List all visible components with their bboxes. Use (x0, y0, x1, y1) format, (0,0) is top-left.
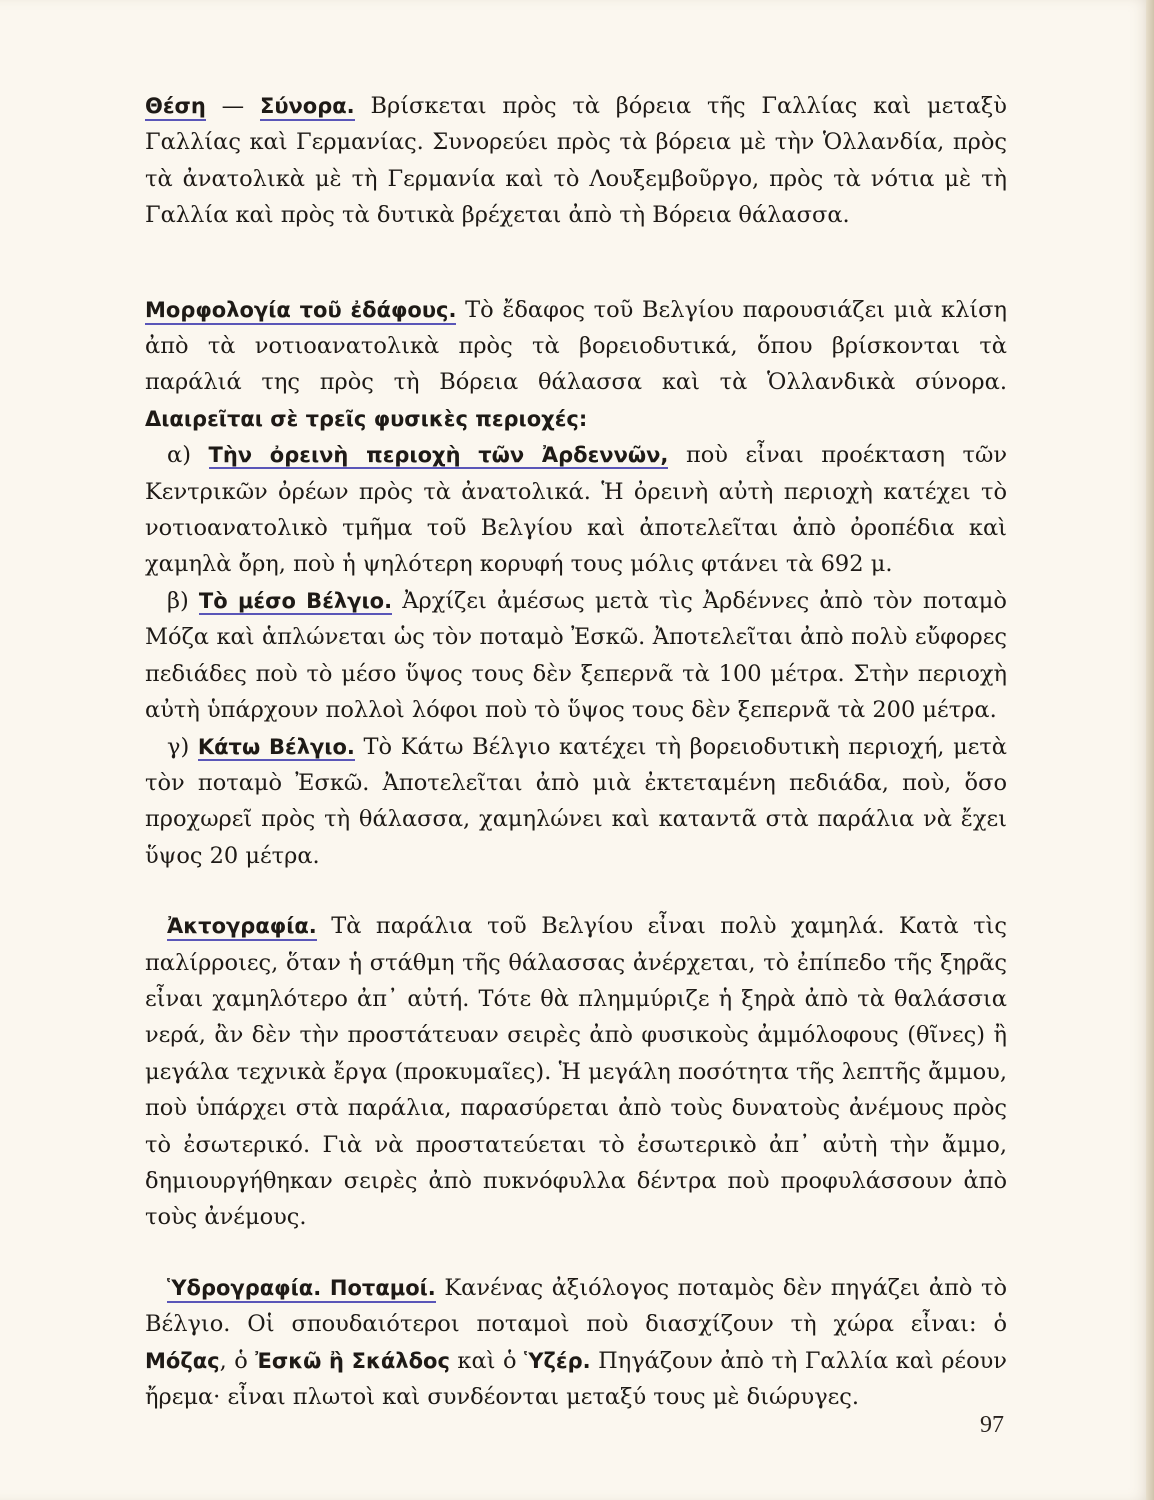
hydrography-text-1: Κανένας ἀξιόλογος ποταμὸς δὲν πηγάζει ἀπὸ τὸ Βέλγιο. Οἱ σπουδαιότεροι ποταμοὶ ποὺ διασχίζουν τὴ χώρα εἶναι: ὁ (145, 1274, 1007, 1338)
heading-hydrography: Ὑδρογραφία. Ποταμοί. (167, 1276, 436, 1303)
section-hydrography (145, 1270, 1007, 1416)
heading-position: Θέση (145, 94, 206, 121)
region-c-title: Κάτω Βέλγιο. (197, 734, 355, 759)
page-body (145, 88, 1007, 1415)
river-scheldt: Ἐσκῶ ἢ Σκάλδος (255, 1348, 450, 1373)
section-morphology (145, 292, 1007, 438)
heading-dash: — (205, 93, 260, 119)
heading-morphology: Μορφολογία τοῦ ἐδάφους. (145, 298, 456, 325)
hydrography-text-3: καὶ ὁ (449, 1347, 524, 1374)
morphology-text: Τὸ ἔδαφος τοῦ Βελγίου παρουσιάζει μιὰ κλίση ἀπὸ τὰ νοτιοανατολικὰ πρὸς τὰ βορειοδυτικά, ὅπου βρίσκονται τὰ παράλιά της πρὸς τὴ Βόρεια θάλασσα καὶ τὰ Ὁλλανδικὰ σύνορα. (145, 296, 1007, 396)
coastline-text: Τὰ παράλια τοῦ Βελγίου εἶναι πολὺ χαμηλά. Κατὰ τὶς παλίρροιες, ὅταν ἡ στάθμη τῆς θάλασσας ἀνέρχεται, τὸ ἐπίπεδο τῆς ξηρᾶς εἶναι χαμηλότερο ἀπ᾿ αὐτή. Τότε θὰ πλημμύριζε ἡ ξηρὰ ἀπὸ τὰ θαλάσσια νερά, ἂν δὲν τὴν προστάτευαν σειρὲς ἀπὸ φυσικοὺς ἀμμόλοφους (θῖνες) ἢ μεγάλα τεχνικὰ ἔργα (προκυμαῖες). Ἡ μεγάλη ποσότητα τῆς λεπτῆς ἄμμου, ποὺ ὑπάρχει στὰ παράλια, παρασύρεται ἀπὸ τοὺς δυνατοὺς ἀνέμους πρὸς τὸ ἐσωτερικό. Γιὰ νὰ προστατεύεται τὸ ἐσωτερικὸ ἀπ᾿ αὐτὴ τὴν ἄμμο, δημιουργήθηκαν σειρὲς ἀπὸ πυκνόφυλλα δέντρα ποὺ προφυλάσσουν ἀπὸ τοὺς ἀνέμους. (145, 913, 1007, 1231)
section-coastline (145, 908, 1007, 1236)
region-b-title: Τὸ μέσο Βέλγιο. (198, 588, 393, 613)
river-meuse: Μόζας (145, 1348, 220, 1373)
page-number: 97 (980, 1412, 1004, 1438)
heading-borders: Σύνορα. (260, 94, 355, 121)
region-a-marker: α) (167, 442, 209, 469)
hydrography-text-2: , ὁ (219, 1347, 256, 1374)
river-yser: Ὑζέρ. (523, 1348, 591, 1373)
region-b-marker: β) (167, 587, 199, 614)
region-c-marker: γ) (167, 733, 198, 760)
hydrography-text-4: Πηγάζουν ἀπὸ τὴ Γαλλία καὶ ρέουν ἤρεμα· εἶναι πλωτοὶ καὶ συνδέονται μεταξύ τους μὲ διώρυγες. (145, 1347, 1007, 1410)
region-b (145, 583, 1007, 729)
heading-coastline: Ἀκτογραφία. (167, 914, 317, 941)
region-a (145, 437, 1007, 583)
region-a-title: Τὴν ὀρεινὴ περιοχὴ τῶν Ἀρδεννῶν, (208, 443, 669, 468)
region-b-text: Ἀρχίζει ἀμέσως μετὰ τὶς Ἀρδέννες ἀπὸ τὸν ποταμὸ Μόζα καὶ ἁπλώνεται ὡς τὸν ποταμὸ Ἐσκῶ. Ἀποτελεῖται ἀπὸ πολὺ εὔφορες πεδιάδες ποὺ τὸ μέσο ὕψος τους δὲν ξεπερνᾶ τὰ 100 μέτρα. Στὴν περιοχὴ αὐτὴ ὑπάρχουν πολλοὶ λόφοι ποὺ τὸ ὕψος τους δὲν ξεπερνᾶ τὰ 200 μέτρα. (145, 587, 1007, 724)
region-c-text: Τὸ Κάτω Βέλγιο κατέχει τὴ βορειοδυτικὴ περιοχή, μετὰ τὸν ποταμὸ Ἐσκῶ. Ἀποτελεῖται ἀπὸ μιὰ ἐκτεταμένη πεδιάδα, ποὺ, ὅσο προχωρεῖ πρὸς τὴ θάλασσα, χαμηλώνει καὶ καταντᾶ στὰ παράλια νὰ ἔχει ὕψος 20 μέτρα. (145, 733, 1007, 869)
position-text: Βρίσκεται πρὸς τὰ βόρεια τῆς Γαλλίας καὶ μεταξὺ Γαλλίας καὶ Γερμανίας. Συνορεύει πρὸς τὰ βόρεια μὲ τὴν Ὁλλανδία, πρὸς τὰ ἀνατολικὰ μὲ τὴ Γερμανία καὶ τὸ Λουξεμβοῦργο, πρὸς τὰ νότια μὲ τὴ Γαλλία καὶ πρὸς τὰ δυτικὰ βρέχεται ἀπὸ τὴ Βόρεια θάλασσα. (145, 93, 1007, 229)
region-c (145, 729, 1007, 875)
morphology-regions-intro: Διαιρεῖται σὲ τρεῖς φυσικὲς περιοχές: (145, 406, 588, 431)
region-a-text: ποὺ εἶναι προέκταση τῶν Κεντρικῶν ὀρέων πρὸς τὰ ἀνατολικά. Ἡ ὀρεινὴ αὐτὴ περιοχὴ κατέχει τὸ νοτιοανατολικὸ τμῆμα τοῦ Βελγίου καὶ ἀποτελεῖται ἀπὸ ὀροπέδια καὶ χαμηλὰ ὄρη, ποὺ ἡ ψηλότερη κορυφή τους μόλις φτάνει τὰ 692 μ. (145, 442, 1007, 578)
section-position (145, 88, 1007, 234)
